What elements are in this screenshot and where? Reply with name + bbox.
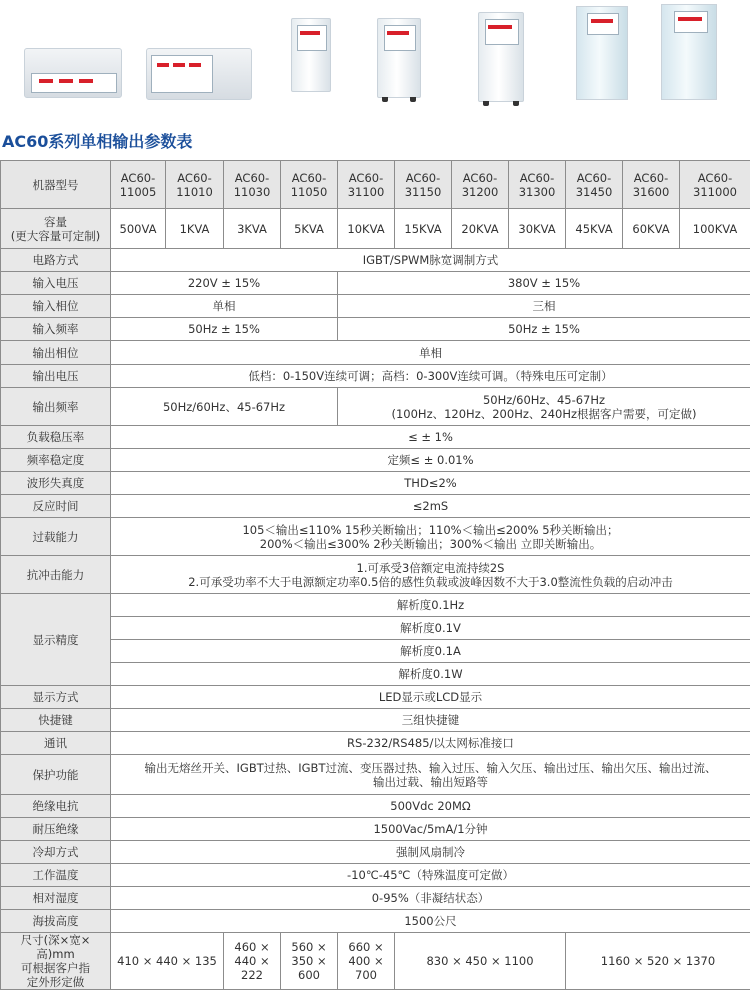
freq-stab-label: 频率稳定度	[1, 449, 111, 472]
altitude-row	[1, 910, 750, 933]
cooling-label: 冷却方式	[1, 841, 111, 864]
size-cell: 1160 × 520 × 1370	[566, 933, 750, 990]
product-image-10kva	[478, 12, 524, 102]
model-cell: AC60- 311000	[680, 161, 750, 209]
product-photo-strip	[0, 0, 750, 118]
freq-stab-value: 定频≤ ± 0.01%	[111, 449, 750, 472]
overload-row	[1, 518, 750, 556]
product-image-1kva	[146, 48, 252, 100]
hotkey-value: 三组快捷键	[111, 709, 750, 732]
product-image-500va	[24, 48, 122, 98]
capacity-cell: 20KVA	[452, 209, 509, 249]
output-phase-value: 单相	[111, 341, 750, 365]
display-precision-label: 显示精度	[1, 594, 111, 686]
comm-value: RS-232/RS485/以太网标准接口	[111, 732, 750, 755]
input-voltage-row	[1, 272, 750, 295]
input-freq-row	[1, 318, 750, 341]
humidity-value: 0-95%（非凝结状态）	[111, 887, 750, 910]
size-label: 尺寸(深×宽×高)mm 可根据客户指 定外形定做	[1, 933, 111, 990]
humidity-label: 相对湿度	[1, 887, 111, 910]
comm-row	[1, 732, 750, 755]
page-title: AC60系列单相输出参数表	[2, 132, 193, 151]
output-phase-label: 输出相位	[1, 341, 111, 365]
impact-value: 1.可承受3倍额定电流持续2S 2.可承受功率不大于电源额定功率0.5倍的感性负载或波峰因数不大于3.0整流性负载的启动冲击	[111, 556, 750, 594]
hotkey-label: 快捷键	[1, 709, 111, 732]
size-cell: 660 × 400 × 700	[338, 933, 395, 990]
input-freq-label: 输入频率	[1, 318, 111, 341]
model-row	[1, 161, 750, 209]
model-cell: AC60- 11030	[224, 161, 281, 209]
model-cell: AC60- 31150	[395, 161, 452, 209]
display-precision-row	[1, 640, 750, 663]
capacity-cell: 60KVA	[623, 209, 680, 249]
altitude-label: 海拔高度	[1, 910, 111, 933]
display-precision-row	[1, 663, 750, 686]
model-cell: AC60- 31100	[338, 161, 395, 209]
withstand-label: 耐压绝缘	[1, 818, 111, 841]
freq-stab-row	[1, 449, 750, 472]
withstand-value: 1500Vac/5mA/1分钟	[111, 818, 750, 841]
comm-label: 通讯	[1, 732, 111, 755]
product-image-30kva	[576, 6, 628, 100]
output-freq-row	[1, 388, 750, 426]
distortion-row	[1, 472, 750, 495]
size-cell: 560 × 350 × 600	[281, 933, 338, 990]
product-image-3kva	[291, 18, 331, 92]
altitude-value: 1500公尺	[111, 910, 750, 933]
capacity-cell: 100KVA	[680, 209, 750, 249]
output-voltage-label: 输出电压	[1, 365, 111, 388]
withstand-row	[1, 818, 750, 841]
capacity-cell: 30KVA	[509, 209, 566, 249]
input-phase-row	[1, 295, 750, 318]
overload-label: 过载能力	[1, 518, 111, 556]
capacity-cell: 10KVA	[338, 209, 395, 249]
input-voltage-three: 380V ± 15%	[338, 272, 750, 295]
input-freq-single: 50Hz ± 15%	[111, 318, 338, 341]
output-voltage-value: 低档：0-150V连续可调；高档：0-300V连续可调。（特殊电压可定制）	[111, 365, 750, 388]
input-voltage-label: 输入电压	[1, 272, 111, 295]
response-label: 反应时间	[1, 495, 111, 518]
display-mode-label: 显示方式	[1, 686, 111, 709]
protection-row	[1, 755, 750, 795]
load-reg-row	[1, 426, 750, 449]
display-precision-row	[1, 594, 750, 617]
spec-table	[0, 160, 750, 990]
size-row	[1, 933, 750, 990]
size-cell: 830 × 450 × 1100	[395, 933, 566, 990]
load-reg-value: ≤ ± 1%	[111, 426, 750, 449]
work-temp-row	[1, 864, 750, 887]
insulation-res-value: 500Vdc 20MΩ	[111, 795, 750, 818]
capacity-cell: 5KVA	[281, 209, 338, 249]
model-cell: AC60- 11050	[281, 161, 338, 209]
input-freq-three: 50Hz ± 15%	[338, 318, 750, 341]
model-cell: AC60- 31450	[566, 161, 623, 209]
circuit-row	[1, 249, 750, 272]
response-value: ≤2mS	[111, 495, 750, 518]
model-cell: AC60- 31300	[509, 161, 566, 209]
circuit-value: IGBT/SPWM脉宽调制方式	[111, 249, 750, 272]
response-row	[1, 495, 750, 518]
display-precision-value: 解析度0.1W	[111, 663, 750, 686]
input-phase-three: 三相	[338, 295, 750, 318]
input-voltage-single: 220V ± 15%	[111, 272, 338, 295]
output-phase-row	[1, 341, 750, 365]
load-reg-label: 负载稳压率	[1, 426, 111, 449]
capacity-cell: 3KVA	[224, 209, 281, 249]
model-cell: AC60- 31600	[623, 161, 680, 209]
protection-value: 输出无熔丝开关、IGBT过热、IGBT过流、变压器过热、输入过压、输入欠压、输出过压、输出欠压、输出过流、 输出过载、输出短路等	[111, 755, 750, 795]
output-voltage-row	[1, 365, 750, 388]
input-phase-label: 输入相位	[1, 295, 111, 318]
display-precision-row	[1, 617, 750, 640]
capacity-row	[1, 209, 750, 249]
display-precision-value: 解析度0.1V	[111, 617, 750, 640]
output-freq-single: 50Hz/60Hz、45-67Hz	[111, 388, 338, 426]
capacity-cell: 15KVA	[395, 209, 452, 249]
insulation-res-row	[1, 795, 750, 818]
hotkey-row	[1, 709, 750, 732]
model-cell: AC60- 11010	[166, 161, 224, 209]
impact-row	[1, 556, 750, 594]
output-freq-label: 输出频率	[1, 388, 111, 426]
output-freq-three: 50Hz/60Hz、45-67Hz (100Hz、120Hz、200Hz、240Hz根据客户需要，可定做)	[338, 388, 750, 426]
product-image-5kva	[377, 18, 421, 98]
product-image-100kva	[661, 4, 717, 100]
distortion-label: 波形失真度	[1, 472, 111, 495]
capacity-label: 容量 (更大容量可定制)	[1, 209, 111, 249]
input-phase-single: 单相	[111, 295, 338, 318]
humidity-row	[1, 887, 750, 910]
work-temp-value: -10℃-45℃（特殊温度可定做）	[111, 864, 750, 887]
model-cell: AC60- 31200	[452, 161, 509, 209]
work-temp-label: 工作温度	[1, 864, 111, 887]
cooling-value: 强制风扇制冷	[111, 841, 750, 864]
distortion-value: THD≤2%	[111, 472, 750, 495]
capacity-cell: 1KVA	[166, 209, 224, 249]
model-cell: AC60- 11005	[111, 161, 166, 209]
impact-label: 抗冲击能力	[1, 556, 111, 594]
display-precision-value: 解析度0.1Hz	[111, 594, 750, 617]
insulation-res-label: 绝缘电抗	[1, 795, 111, 818]
capacity-cell: 45KVA	[566, 209, 623, 249]
size-cell: 410 × 440 × 135	[111, 933, 224, 990]
model-label: 机器型号	[1, 161, 111, 209]
cooling-row	[1, 841, 750, 864]
capacity-cell: 500VA	[111, 209, 166, 249]
size-cell: 460 × 440 × 222	[224, 933, 281, 990]
protection-label: 保护功能	[1, 755, 111, 795]
display-mode-row	[1, 686, 750, 709]
display-mode-value: LED显示或LCD显示	[111, 686, 750, 709]
overload-value: 105＜输出≤110% 15秒关断输出；110%＜输出≤200% 5秒关断输出； 200%＜输出≤300% 2秒关断输出；300%＜输出 立即关断输出。	[111, 518, 750, 556]
display-precision-value: 解析度0.1A	[111, 640, 750, 663]
circuit-label: 电路方式	[1, 249, 111, 272]
